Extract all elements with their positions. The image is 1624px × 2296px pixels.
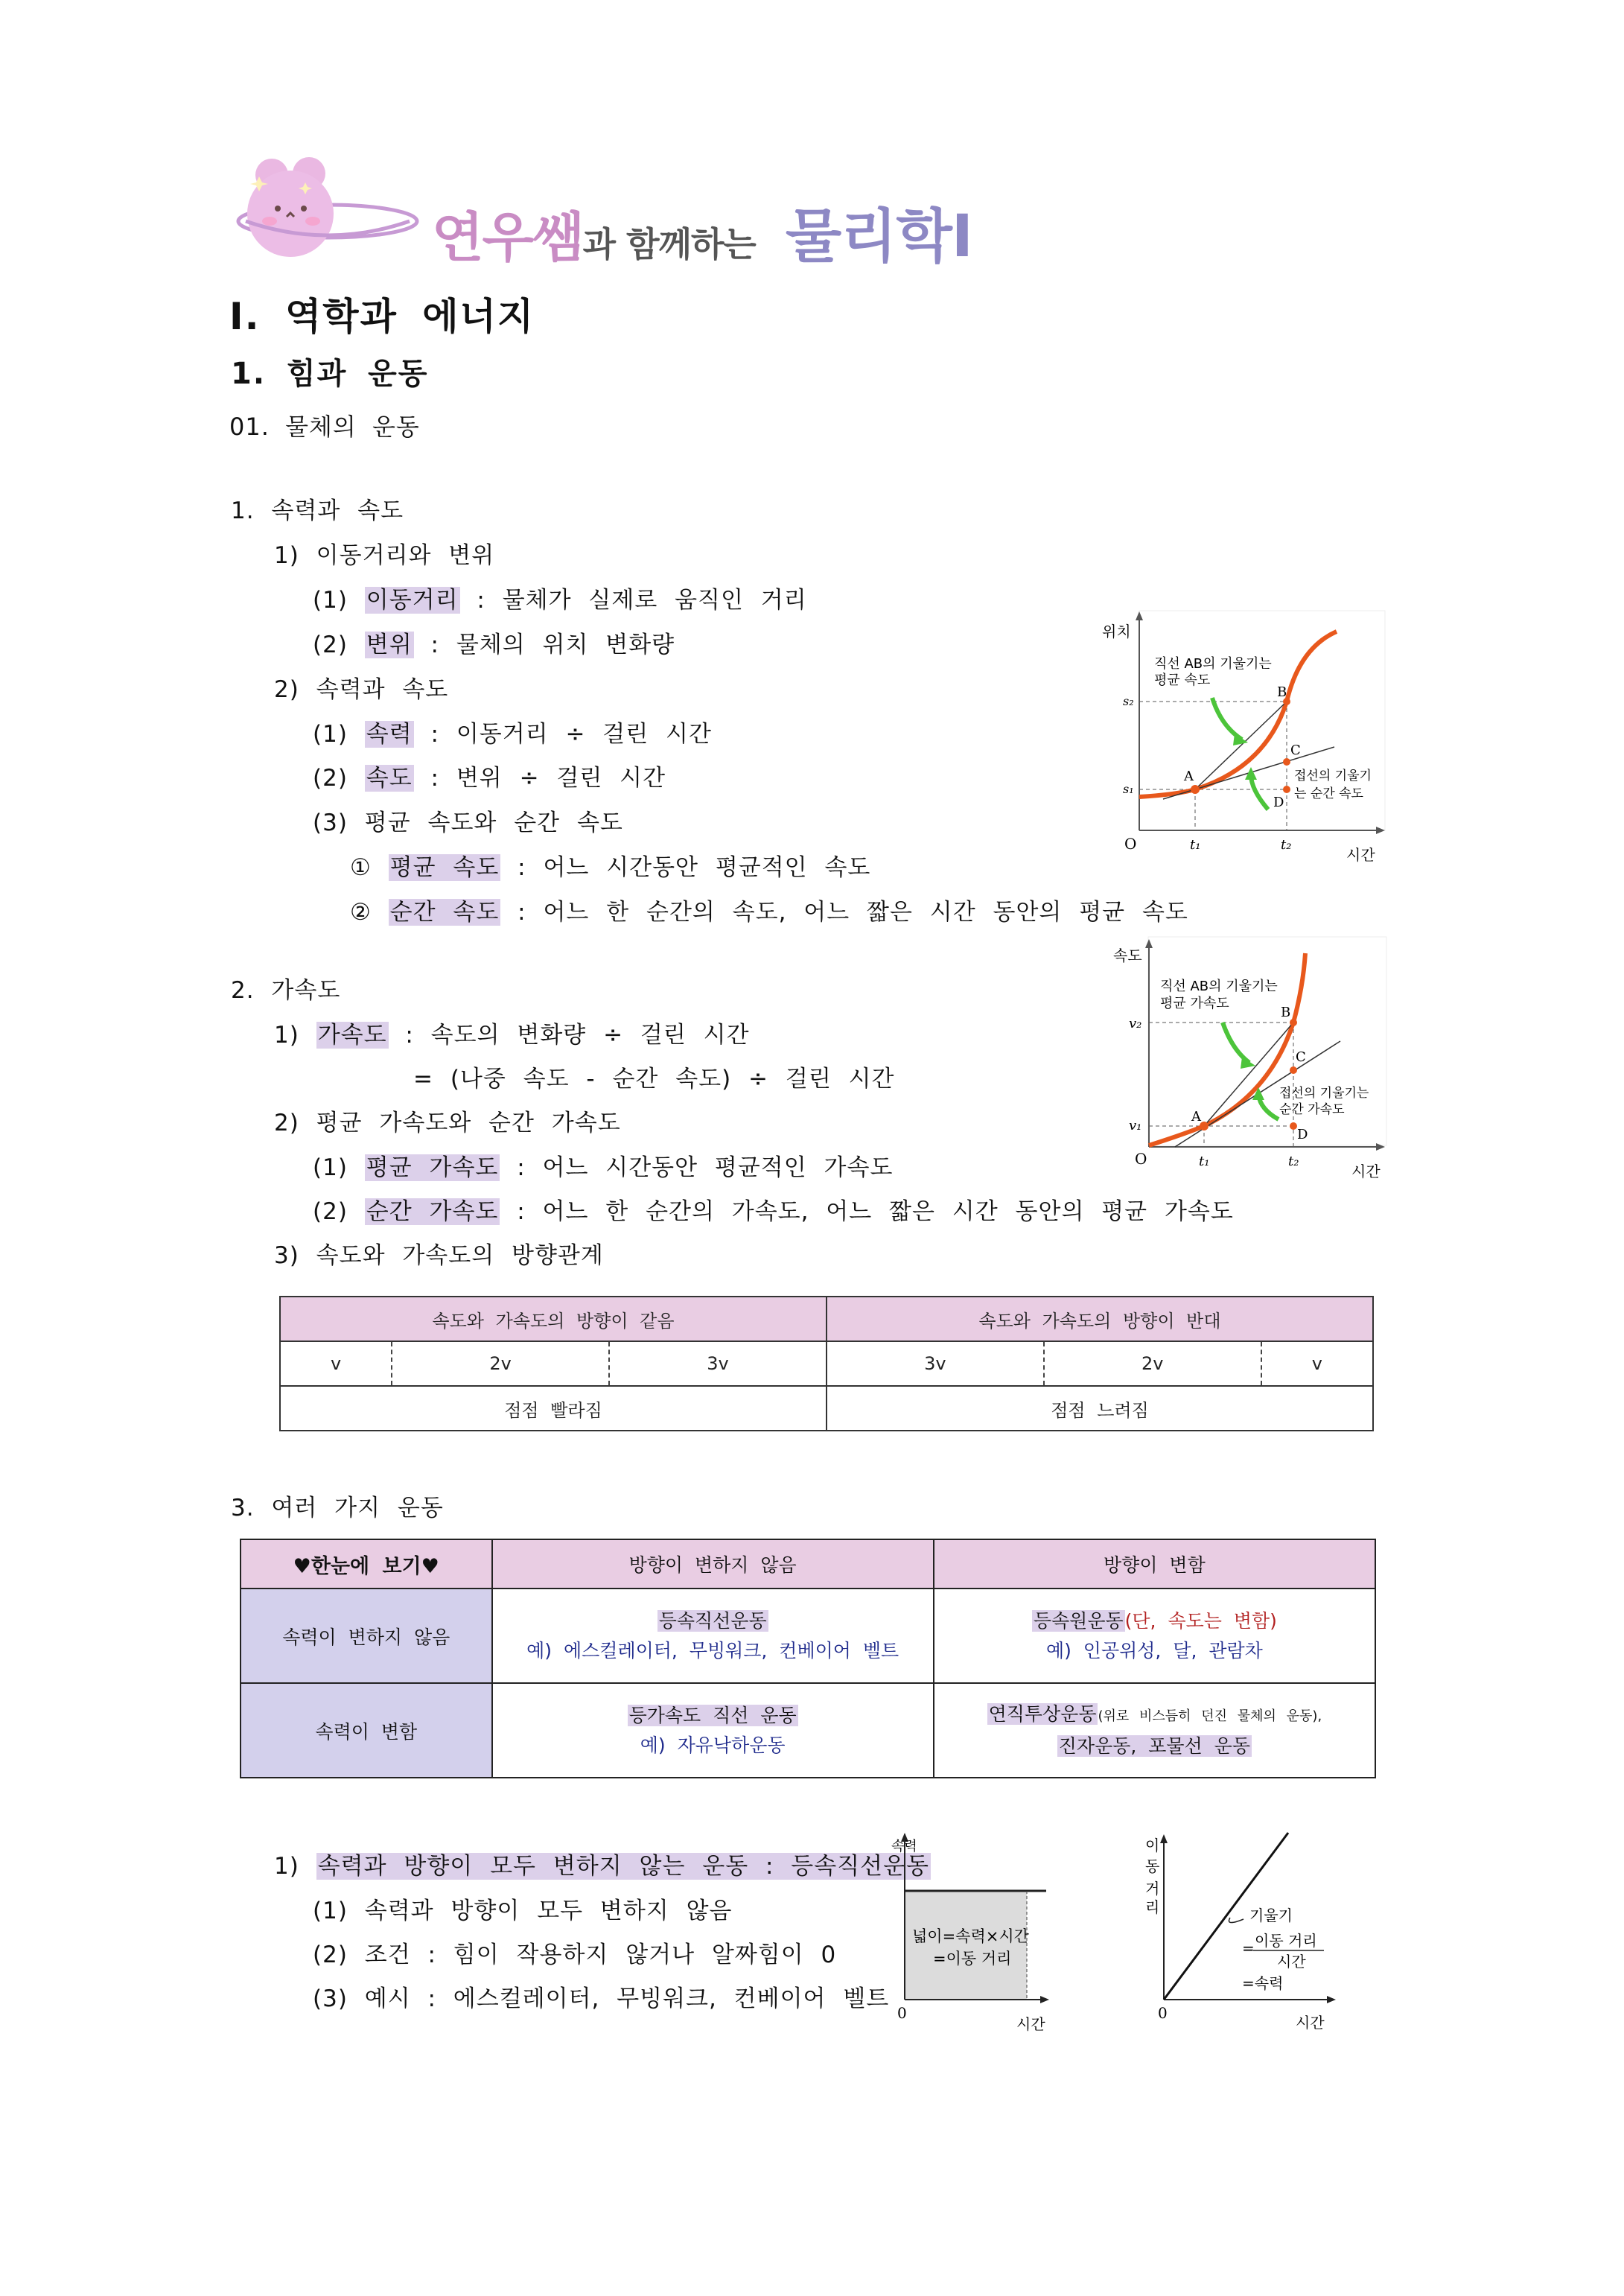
opposite-direction-header: 속도와 가속도의 방향이 반대 xyxy=(827,1297,1373,1341)
average-acceleration-note: 직선 AB의 기울기는 xyxy=(1160,979,1278,994)
origin-label: O xyxy=(1124,835,1137,853)
point-a-label: A xyxy=(1191,1109,1201,1125)
item-number: ① xyxy=(350,854,372,881)
definition-continuation: = (나중 속도 - 순간 속도) ÷ 걸린 시간 xyxy=(413,1066,895,1093)
item-number: 1) xyxy=(274,1022,299,1049)
item-number: (2) xyxy=(313,1198,348,1225)
definition-text: : 어느 한 순간의 속도, 어느 짧은 시간 동안의 평균 속도 xyxy=(500,899,1188,926)
y-axis-label: 이 xyxy=(1145,1837,1160,1854)
item-number: (1) xyxy=(313,721,348,748)
same-direction-result: 점점 빨라짐 xyxy=(280,1386,827,1431)
t1-label: t₁ xyxy=(1190,837,1201,853)
banner-title xyxy=(432,190,972,273)
slope-pointer-icon xyxy=(1229,1918,1244,1923)
row-header: 속력이 변함 xyxy=(241,1683,492,1778)
y-axis-label: 리 xyxy=(1145,1898,1160,1916)
point-b-label: B xyxy=(1281,1005,1291,1020)
point-d-label: D xyxy=(1273,795,1284,810)
definition-line xyxy=(274,1022,750,1049)
v2-label: v₂ xyxy=(1129,1016,1142,1031)
distance-time-graph xyxy=(1065,1828,1415,2052)
definition-line xyxy=(350,899,1188,926)
item-number: (1) xyxy=(313,587,348,614)
y-axis-label: 거 xyxy=(1145,1880,1160,1898)
t2-label: t₂ xyxy=(1288,1154,1299,1169)
definition-line xyxy=(313,587,807,614)
highlighted-term: 순간 속도 xyxy=(389,899,500,926)
part1-title: 1. 속력과 속도 xyxy=(231,497,404,524)
velocity-cell: v xyxy=(280,1341,392,1386)
highlighted-term: 순간 가속도 xyxy=(366,1198,499,1225)
highlighted-term: 등가속도 직선 운동 xyxy=(628,1704,797,1726)
bear-planet-mascot-icon xyxy=(231,153,424,264)
item-title: 2) 속력과 속도 xyxy=(274,676,449,703)
highlighted-term: 평균 속도 xyxy=(389,854,500,881)
point-c-label: C xyxy=(1290,742,1301,758)
velocity-cell: v xyxy=(1261,1341,1373,1386)
banner-connector: 과 함께하는 xyxy=(582,224,756,264)
item-number: 1) xyxy=(274,1853,299,1880)
definition-line xyxy=(313,632,675,659)
velocity-cell: 2v xyxy=(1044,1341,1261,1386)
item-number: (1) xyxy=(313,1154,348,1181)
list-item: (1) 속력과 방향이 모두 변하지 않음 xyxy=(313,1898,733,1924)
highlighted-term: 가속도 xyxy=(317,1022,387,1049)
note-text: (단, 속도는 변함) xyxy=(1124,1609,1277,1632)
banner-teacher: 연우쌤 xyxy=(432,206,583,269)
velocity-cell: 3v xyxy=(827,1341,1044,1386)
velocity-cell: 2v xyxy=(392,1341,609,1386)
example-text: 예) 에스컬레이터, 무빙워크, 컨베이어 벨트 xyxy=(526,1639,899,1661)
result-label: =속력 xyxy=(1242,1974,1284,1992)
definition-text: : 물체가 실제로 움직인 거리 xyxy=(459,587,807,614)
definition-line xyxy=(313,721,712,748)
definition-text: : 물체의 위치 변화량 xyxy=(413,632,675,658)
instant-acceleration-note: 접선의 기울기는 xyxy=(1279,1086,1369,1101)
y-axis-label: 속력 xyxy=(891,1839,917,1854)
t2-label: t₂ xyxy=(1281,837,1292,853)
part3-title: 3. 여러 가지 운동 xyxy=(231,1495,444,1521)
definition-text: : 어느 시간동안 평균적인 속도 xyxy=(500,854,871,881)
table-cell xyxy=(492,1589,934,1683)
green-arrow-icon xyxy=(1212,698,1242,740)
s2-label: s₂ xyxy=(1123,694,1134,708)
position-time-graph xyxy=(1102,607,1415,875)
same-direction-header: 속도와 가속도의 방향이 같음 xyxy=(280,1297,827,1341)
origin-label: O xyxy=(1135,1150,1147,1168)
column-header: 방향이 변함 xyxy=(934,1539,1375,1589)
list-item: (3) 예시 : 에스컬레이터, 무빙워크, 컨베이어 벨트 xyxy=(313,1985,890,2012)
example-text: 예) 자유낙하운동 xyxy=(640,1734,786,1756)
x-axis-label: 시간 xyxy=(1351,1163,1381,1180)
definition-text: : 이동거리 ÷ 걸린 시간 xyxy=(413,721,712,748)
velocity-cell: 3v xyxy=(609,1341,827,1386)
item-title: 2) 평균 가속도와 순간 가속도 xyxy=(274,1110,621,1136)
title-banner xyxy=(231,153,972,270)
definition-line xyxy=(350,854,870,882)
x-axis-label: 시간 xyxy=(1346,846,1375,864)
s1-label: s₁ xyxy=(1123,782,1134,796)
banner-subject: 물리학I xyxy=(785,203,972,270)
origin-label: 0 xyxy=(1158,2004,1168,2022)
item-number: (2) xyxy=(313,632,348,658)
y-axis-label: 위치 xyxy=(1102,623,1131,640)
average-acceleration-note: 평균 가속도 xyxy=(1160,996,1229,1011)
fraction-denominator: 시간 xyxy=(1277,1953,1306,1971)
x-axis-label: 시간 xyxy=(1296,2014,1325,2032)
definition-line xyxy=(313,1198,1234,1226)
point-a-label: A xyxy=(1184,769,1194,784)
point-b-label: B xyxy=(1277,684,1287,700)
column-header: 방향이 변하지 않음 xyxy=(492,1539,934,1589)
definition-text: : 어느 시간동안 평균적인 가속도 xyxy=(500,1154,894,1181)
t1-label: t₁ xyxy=(1199,1154,1210,1169)
item-number: ② xyxy=(350,899,372,926)
highlighted-term: 등속원운동 xyxy=(1033,1609,1124,1632)
point-c-label: C xyxy=(1296,1049,1306,1065)
part2-title: 2. 가속도 xyxy=(231,977,341,1004)
slope-label: 기울기 xyxy=(1249,1907,1293,1924)
x-axis-label: 시간 xyxy=(1016,2015,1045,2033)
highlighted-term: 평균 가속도 xyxy=(366,1154,499,1181)
highlighted-term: 등속직선운동 xyxy=(658,1609,767,1632)
highlighted-term: 진자운동, 포물선 운동 xyxy=(1058,1735,1250,1757)
point-d-label: D xyxy=(1297,1127,1308,1142)
table-cell xyxy=(934,1589,1375,1683)
average-velocity-note: 직선 AB의 기울기는 xyxy=(1154,656,1272,672)
item-title xyxy=(274,1853,931,1880)
green-arrow-icon xyxy=(1251,775,1268,810)
definition-text: : 변위 ÷ 걸린 시간 xyxy=(413,765,666,792)
instant-velocity-note: 는 순간 속도 xyxy=(1294,786,1363,801)
chapter-title: I. 역학과 에너지 xyxy=(229,295,535,338)
v1-label: v₁ xyxy=(1129,1118,1142,1133)
direction-relationship-table xyxy=(279,1296,1374,1431)
definition-text: : 속도의 변화량 ÷ 걸린 시간 xyxy=(388,1022,750,1049)
highlighted-term: 변위 xyxy=(366,632,413,658)
highlighted-term: 속력 xyxy=(366,721,413,748)
note-text: (위로 비스듬히 던진 물체의 운동), xyxy=(1098,1708,1322,1724)
definition-text: : 어느 한 순간의 가속도, 어느 짧은 시간 동안의 평균 가속도 xyxy=(500,1198,1234,1225)
table-cell xyxy=(492,1683,934,1778)
table-corner-label: ♥한눈에 보기♥ xyxy=(241,1539,492,1589)
opposite-direction-result: 점점 느려짐 xyxy=(827,1386,1373,1431)
definition-line xyxy=(313,765,666,792)
item-title: (3) 평균 속도와 순간 속도 xyxy=(313,810,623,836)
y-axis-label: 동 xyxy=(1145,1857,1160,1875)
instant-velocity-note: 접선의 기울기 xyxy=(1294,769,1372,783)
row-header: 속력이 변하지 않음 xyxy=(241,1589,492,1683)
green-arrow-icon xyxy=(1223,1023,1249,1063)
table-cell xyxy=(934,1683,1375,1778)
section-title: 1. 힘과 운동 xyxy=(231,357,429,391)
area-label: =이동 거리 xyxy=(933,1950,1012,1968)
item-title: 1) 이동거리와 변위 xyxy=(274,542,495,569)
item-title: 3) 속도와 가속도의 방향관계 xyxy=(274,1242,604,1269)
origin-label: 0 xyxy=(897,2004,907,2022)
item-number: (2) xyxy=(313,765,348,792)
average-velocity-note: 평균 속도 xyxy=(1154,672,1211,688)
highlighted-term: 연직투상운동 xyxy=(988,1703,1097,1725)
highlighted-term: 속도 xyxy=(366,765,413,792)
velocity-time-graph xyxy=(1102,935,1415,1192)
area-label: 넓이=속력×시간 xyxy=(912,1927,1029,1945)
y-axis-label: 속도 xyxy=(1113,947,1142,964)
fraction-numerator: 이동 거리 xyxy=(1255,1932,1317,1950)
list-item: (2) 조건 : 힘이 작용하지 않거나 알짜힘이 0 xyxy=(313,1942,837,1968)
highlighted-term: 속력과 방향이 모두 변하지 않는 운동 : 등속직선운동 xyxy=(317,1853,929,1880)
equals-sign: = xyxy=(1242,1939,1255,1957)
example-text: 예) 인공위성, 달, 관람차 xyxy=(1045,1639,1263,1661)
definition-line xyxy=(313,1154,893,1182)
subsection-title: 01. 물체의 운동 xyxy=(229,413,420,441)
highlighted-term: 이동거리 xyxy=(366,587,459,614)
instant-acceleration-note: 순간 가속도 xyxy=(1279,1102,1345,1117)
motion-summary-table xyxy=(240,1539,1376,1778)
